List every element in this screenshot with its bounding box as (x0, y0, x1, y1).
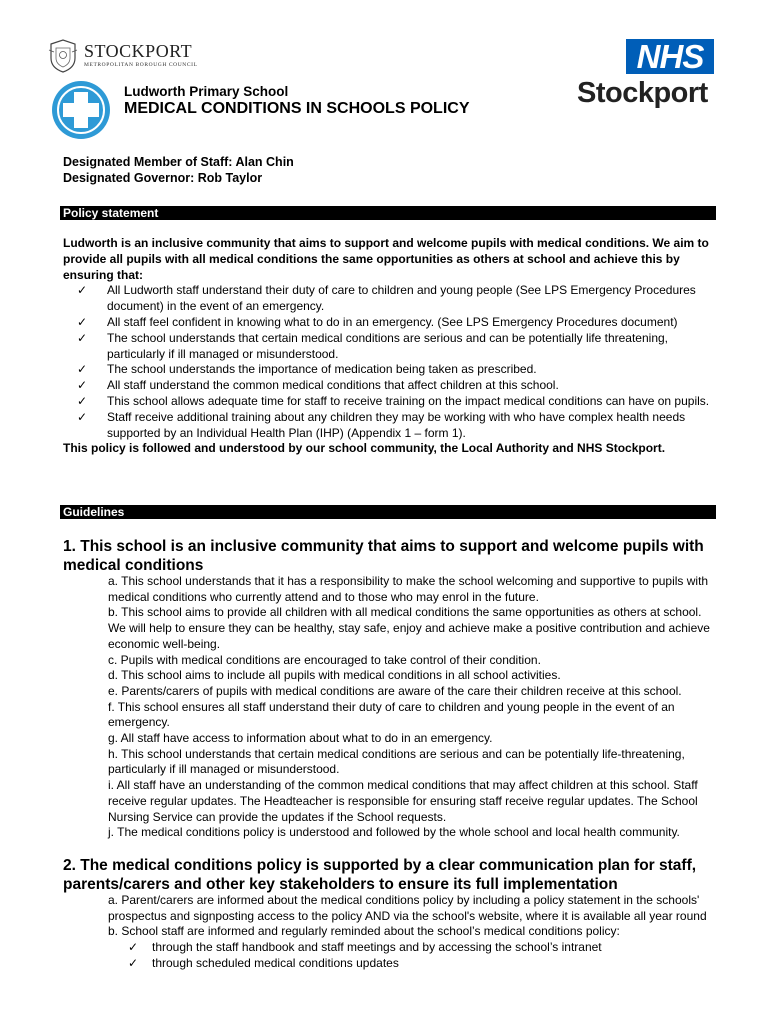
list-item: d. This school aims to include all pupils with medical conditions in all school activities. (108, 668, 561, 683)
policy-closing: This policy is followed and understood by our school community, the Local Authority and NHS Stockport. (63, 441, 666, 456)
section-1-body (108, 574, 718, 841)
list-item: ✓ through the staff handbook and staff meetings and by accessing the school’s intranet (128, 940, 602, 955)
check-icon: ✓ (77, 409, 88, 424)
list-item: h. This school understands that certain medical conditions are serious and can be potentially life-threatening, particularly if ill managed or misunderstood. (108, 746, 685, 777)
council-name: STOCKPORT (84, 41, 193, 61)
list-item: f. This school ensures all staff understand their duty of care to children and young people in the event of an emergency. (108, 699, 675, 730)
section-bar-label: Guidelines (63, 505, 125, 519)
list-item: i. All staff have an understanding of the common medical conditions that may affect children at this school. Staff receive regular updates. The Headteacher is responsible for ensuring staff receive regular updates. The School Nursing Service can provide the updates if the School requests. (108, 778, 698, 824)
section-1-heading: 1. This school is an inclusive community that aims to support and welcome pupils with medical conditions (63, 538, 704, 574)
nhs-logo (626, 39, 714, 74)
list-item: j. The medical conditions policy is understood and followed by the whole school and local health community. (108, 825, 680, 840)
check-icon: ✓ (128, 955, 139, 970)
policy-intro: Ludworth is an inclusive community that aims to support and welcome pupils with medical conditions. We aim to provide all pupils with all medical conditions the same opportunities as others at school and achieve this by ensuring that: (63, 236, 709, 282)
list-item: ✓ All staff feel confident in knowing what to do in an emergency. (See LPS Emergency Procedures document) (77, 314, 678, 329)
list-item: e. Parents/carers of pupils with medical conditions are aware of the care their children receive at this school. (108, 683, 682, 698)
list-item: b. School staff are informed and regularly reminded about the school’s medical conditions policy: (108, 924, 620, 939)
list-item: ✓ Staff receive additional training about any children they may be working with who have complex health needs supported by an Individual Health Plan (IHP) (Appendix 1 – form 1). (77, 409, 686, 440)
check-icon: ✓ (128, 940, 139, 955)
list-item: a. Parent/carers are informed about the medical conditions policy by including a policy statement in the schools' prospectus and signposting access to the policy AND via the school's website, where it is available all year round (108, 893, 707, 923)
section-bar-policy-statement (60, 206, 716, 220)
section-2-body (108, 893, 718, 972)
school-name: Ludworth Primary School (124, 84, 289, 99)
list-item: b. This school aims to provide all children with all medical conditions the same opportunities as others at school. We will help to ensure they can be healthy, stay safe, enjoy and achieve make a positive contribution and achieve economic well-being. (108, 605, 710, 651)
section-bar-label: Policy statement (63, 206, 159, 220)
policy-checklist (63, 283, 723, 441)
nhs-place-name: Stockport (577, 77, 708, 109)
designated-governor: Designated Governor: Rob Taylor (63, 171, 263, 185)
list-item: ✓ All Ludworth staff understand their duty of care to children and young people (See LPS Emergency Procedures document) in the event of an emergency. (77, 283, 696, 314)
list-item: c. Pupils with medical conditions are encouraged to take control of their condition. (108, 652, 541, 667)
check-icon: ✓ (77, 362, 88, 377)
nhs-badge-text: NHS (636, 38, 704, 75)
section-2-heading: 2. The medical conditions policy is supported by a clear communication plan for staff, parents/carers and other key stakeholders to ensure its full implementation (63, 857, 697, 893)
list-item: a. This school understands that it has a responsibility to make the school welcoming and supportive to pupils with medical conditions who currently attend and to those who may enrol in the future. (108, 574, 709, 604)
check-icon: ✓ (77, 393, 88, 408)
list-item: ✓ The school understands the importance of medication being taken as prescribed. (77, 362, 537, 377)
council-subtitle: METROPOLITAN BOROUGH COUNCIL (84, 62, 198, 68)
designated-staff: Designated Member of Staff: Alan Chin (63, 155, 294, 169)
list-item: g. All staff have access to information about what to do in an emergency. (108, 731, 493, 746)
list-item: ✓ through scheduled medical conditions updates (128, 955, 399, 970)
page-title: MEDICAL CONDITIONS IN SCHOOLS POLICY (124, 100, 470, 117)
list-item: ✓ All staff understand the common medical conditions that affect children at this school. (77, 378, 559, 393)
communication-checklist (108, 940, 718, 971)
policy-statement-body (63, 236, 723, 457)
list-item: ✓ This school allows adequate time for staff to receive training on the impact medical conditions can have on pupils. (77, 393, 710, 408)
council-crest-icon (47, 38, 79, 74)
medical-cross-icon (51, 80, 111, 140)
check-icon: ✓ (77, 283, 88, 298)
check-icon: ✓ (77, 330, 88, 345)
check-icon: ✓ (77, 314, 88, 329)
list-item: ✓ The school understands that certain medical conditions are serious and can be potentially life threatening, particularly if ill managed or misunderstood. (77, 330, 669, 361)
check-icon: ✓ (77, 378, 88, 393)
section-bar-guidelines (60, 505, 716, 519)
